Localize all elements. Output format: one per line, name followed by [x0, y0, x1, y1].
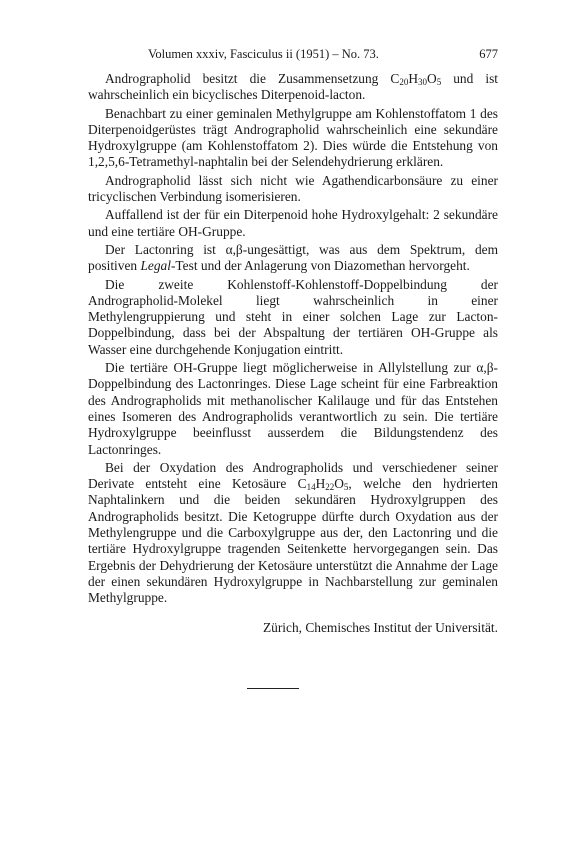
paragraph-composition: Andrographolid besitzt die Zusammensetzung $C_{20}H_{30}O_5$ und ist wahrscheinlich ein bicyclisches Diterpenoid-lacton.: [88, 71, 499, 103]
paragraph-hydroxyl-position: Benachbart zu einer geminalen Methylgruppe am Kohlenstoffatom 1 des Diterpenoidgerüstes trägt Andrographolid wahrscheinlich eine sekundäre Hydroxylgruppe (am Kohlenstoffatom 2). Dies würde die Entstehung von 1,2,5,6-Tetramethyl-naphtalin bei der Selendehydrierung erklären.: [88, 105, 498, 170]
institution-signature: Zürich, Chemisches Institut der Universität.: [262, 620, 498, 635]
body-text: [88, 71, 498, 609]
running-title: Volumen xxxiv, Fasciculus ii (1951) – No. 73.: [148, 47, 379, 61]
page-number: 677: [479, 47, 498, 61]
paragraph-oxidation: Bei der Oxydation des Andrographolids und verschiedener seiner Derivate entsteht eine Ketosäure $C_{14}H_{22}O_5$, welche den hydrierten Naphtalinkern und die beiden sekundären Hydroxylgruppen des Andrographolids besitzt. Die Ketogruppe dürfte durch Oxydation aus der Methylengruppe und die Carboxylgruppe aus der, den Lactonring und die tertiäre Hydroxylgruppe tragenden Seitenkette hervorgegangen sein. Das Ergebnis der Dehydrierung der Ketosäure unterstützt die Annahme der Lage der einen sekundären Hydroxylgruppe in Nachbarstellung zur geminalen Methylgruppe.: [88, 459, 499, 606]
end-rule: [247, 688, 299, 689]
paragraph-isomerisation: Andrographolid lässt sich nicht wie Agathendicarbonsäure zu einer tricyclischen Verbindung isomerisieren.: [88, 172, 498, 205]
paragraph-lactone-ring: Der Lactonring ist α,β-ungesättigt, was aus dem Spektrum, dem positiven Legal-Test und der Anlagerung von Diazomethan hervorgeht.: [88, 241, 498, 274]
paragraph-double-bond: Die zweite Kohlenstoff-Kohlenstoff-Doppelbindung der Andrographolid-Molekel liegt wahrscheinlich in einer Methylengruppierung und steht in einer solchen Lage zur Lacton-Doppelbindung, dass bei der Abspaltung der tertiären OH-Gruppe als Wasser eine durchgehende Konjugation eintritt.: [88, 276, 498, 357]
paragraph-tertiary-oh: Die tertiäre OH-Gruppe liegt möglicherweise in Allylstellung zur α,β-Doppelbindung des Lactonringes. Diese Lage scheint für eine Farbreaktion des Andrographolids mit methanolischer Kalilauge und für das Entstehen eines Isomeren des Andrographolids verantwortlich zu sein. Die tertiäre Hydroxylgruppe beeinflusst ausserdem die Bildungstendenz des Lactonringes.: [88, 360, 498, 457]
paragraph-hydroxyl-content: Auffallend ist der für ein Diterpenoid hohe Hydroxylgehalt: 2 sekundäre und eine tertiäre OH-Gruppe.: [88, 207, 498, 239]
